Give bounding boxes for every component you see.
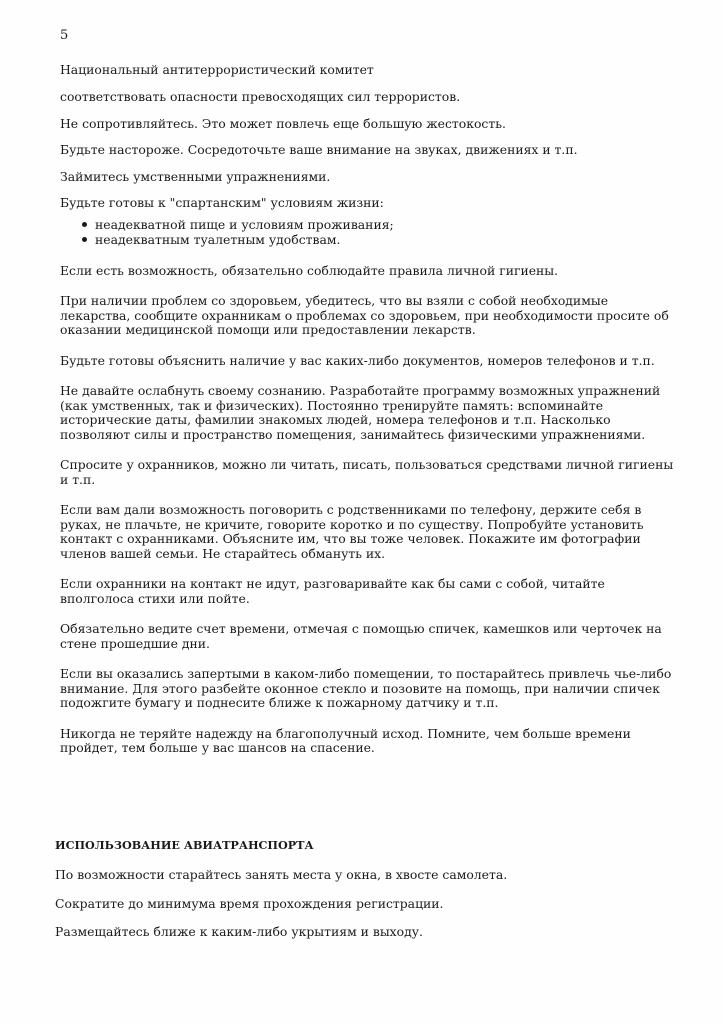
section-heading: ИСПОЛЬЗОВАНИЕ АВИАТРАНСПОРТА — [55, 838, 314, 852]
list-item — [82, 232, 680, 247]
list-item-text: неадекватным туалетным удобствам. — [95, 231, 341, 247]
list-item-text: неадекватной пище и условиям проживания; — [95, 216, 394, 232]
paragraph: Если охранники на контакт не идут, разговаривайте как бы сами с собой, читайте вполголоса стихи или пойте. — [60, 576, 605, 606]
paragraph: Будьте готовы объяснить наличие у вас каких-либо документов, номеров телефонов и т.п. — [60, 352, 655, 368]
paragraph: Займитесь умственными упражнениями. — [60, 168, 331, 184]
page-number: 5 — [60, 28, 69, 43]
paragraph: Если есть возможность, обязательно соблюдайте правила личной гигиены. — [60, 262, 559, 278]
paragraph: Будьте готовы к "спартанским" условиям жизни: — [60, 195, 384, 210]
paragraph: Не давайте ослабнуть своему сознанию. Разработайте программу возможных упражнений (как умственных, так и физических). Постоянно тренируйте память: вспоминайте исторические даты, фамилии знакомых людей, номера телефонов и т.п. Насколько позволяют силы и пространство помещения, занимайтесь физическими упражнениями. — [60, 383, 661, 442]
document-header: Национальный антитеррористический комитет — [60, 62, 374, 77]
paragraph: Если вам дали возможность поговорить с родственниками по телефону, держите себя в руках, не плачьте, не кричите, говорите коротко и по существу. Попробуйте установить контакт с охранниками. Объясните им, что вы тоже человек. Покажите им фотографии членов вашей семьи. Не старайтесь обмануть их. — [60, 502, 644, 561]
bullet-icon — [82, 222, 87, 227]
paragraph: Сократите до минимума время прохождения регистрации. — [55, 895, 444, 911]
paragraph: Спросите у охранников, можно ли читать, писать, пользоваться средствами личной гигиены и т.п. — [60, 457, 674, 487]
paragraph: Будьте настороже. Сосредоточьте ваше внимание на звуках, движениях и т.п. — [60, 142, 578, 157]
bullet-list — [82, 217, 680, 247]
section-body — [55, 868, 675, 954]
document-body — [60, 90, 680, 772]
paragraph: По возможности старайтесь занять места у окна, в хвосте самолета. — [55, 867, 508, 882]
paragraph: При наличии проблем со здоровьем, убедитесь, что вы взяли с собой необходимые лекарства, сообщите охранникам о проблемах со здоровьем, при необходимости просите об оказании медицинской помощи или предоставлении лекарств. — [60, 293, 669, 337]
paragraph: Если вы оказались запертыми в каком-либо помещении, то постарайтесь привлечь чье-либо внимание. Для этого разбейте оконное стекло и позовите на помощь, при наличии спичек подожгите бумагу и поднесите ближе к пожарному датчику и т.п. — [60, 666, 672, 710]
paragraph: Размещайтесь ближе к каким-либо укрытиям и выходу. — [55, 924, 423, 939]
paragraph: Не сопротивляйтесь. Это может повлечь еще большую жестокость. — [60, 115, 506, 131]
bullet-icon — [82, 237, 87, 242]
paragraph: соответствовать опасности превосходящих сил террористов. — [60, 89, 461, 104]
paragraph: Никогда не теряйте надежду на благополучный исход. Помните, чем больше времени пройдет, тем больше у вас шансов на спасение. — [60, 725, 631, 755]
list-item — [82, 217, 680, 232]
paragraph: Обязательно ведите счет времени, отмечая с помощью спичек, камешков или черточек на стене прошедшие дни. — [60, 621, 662, 651]
